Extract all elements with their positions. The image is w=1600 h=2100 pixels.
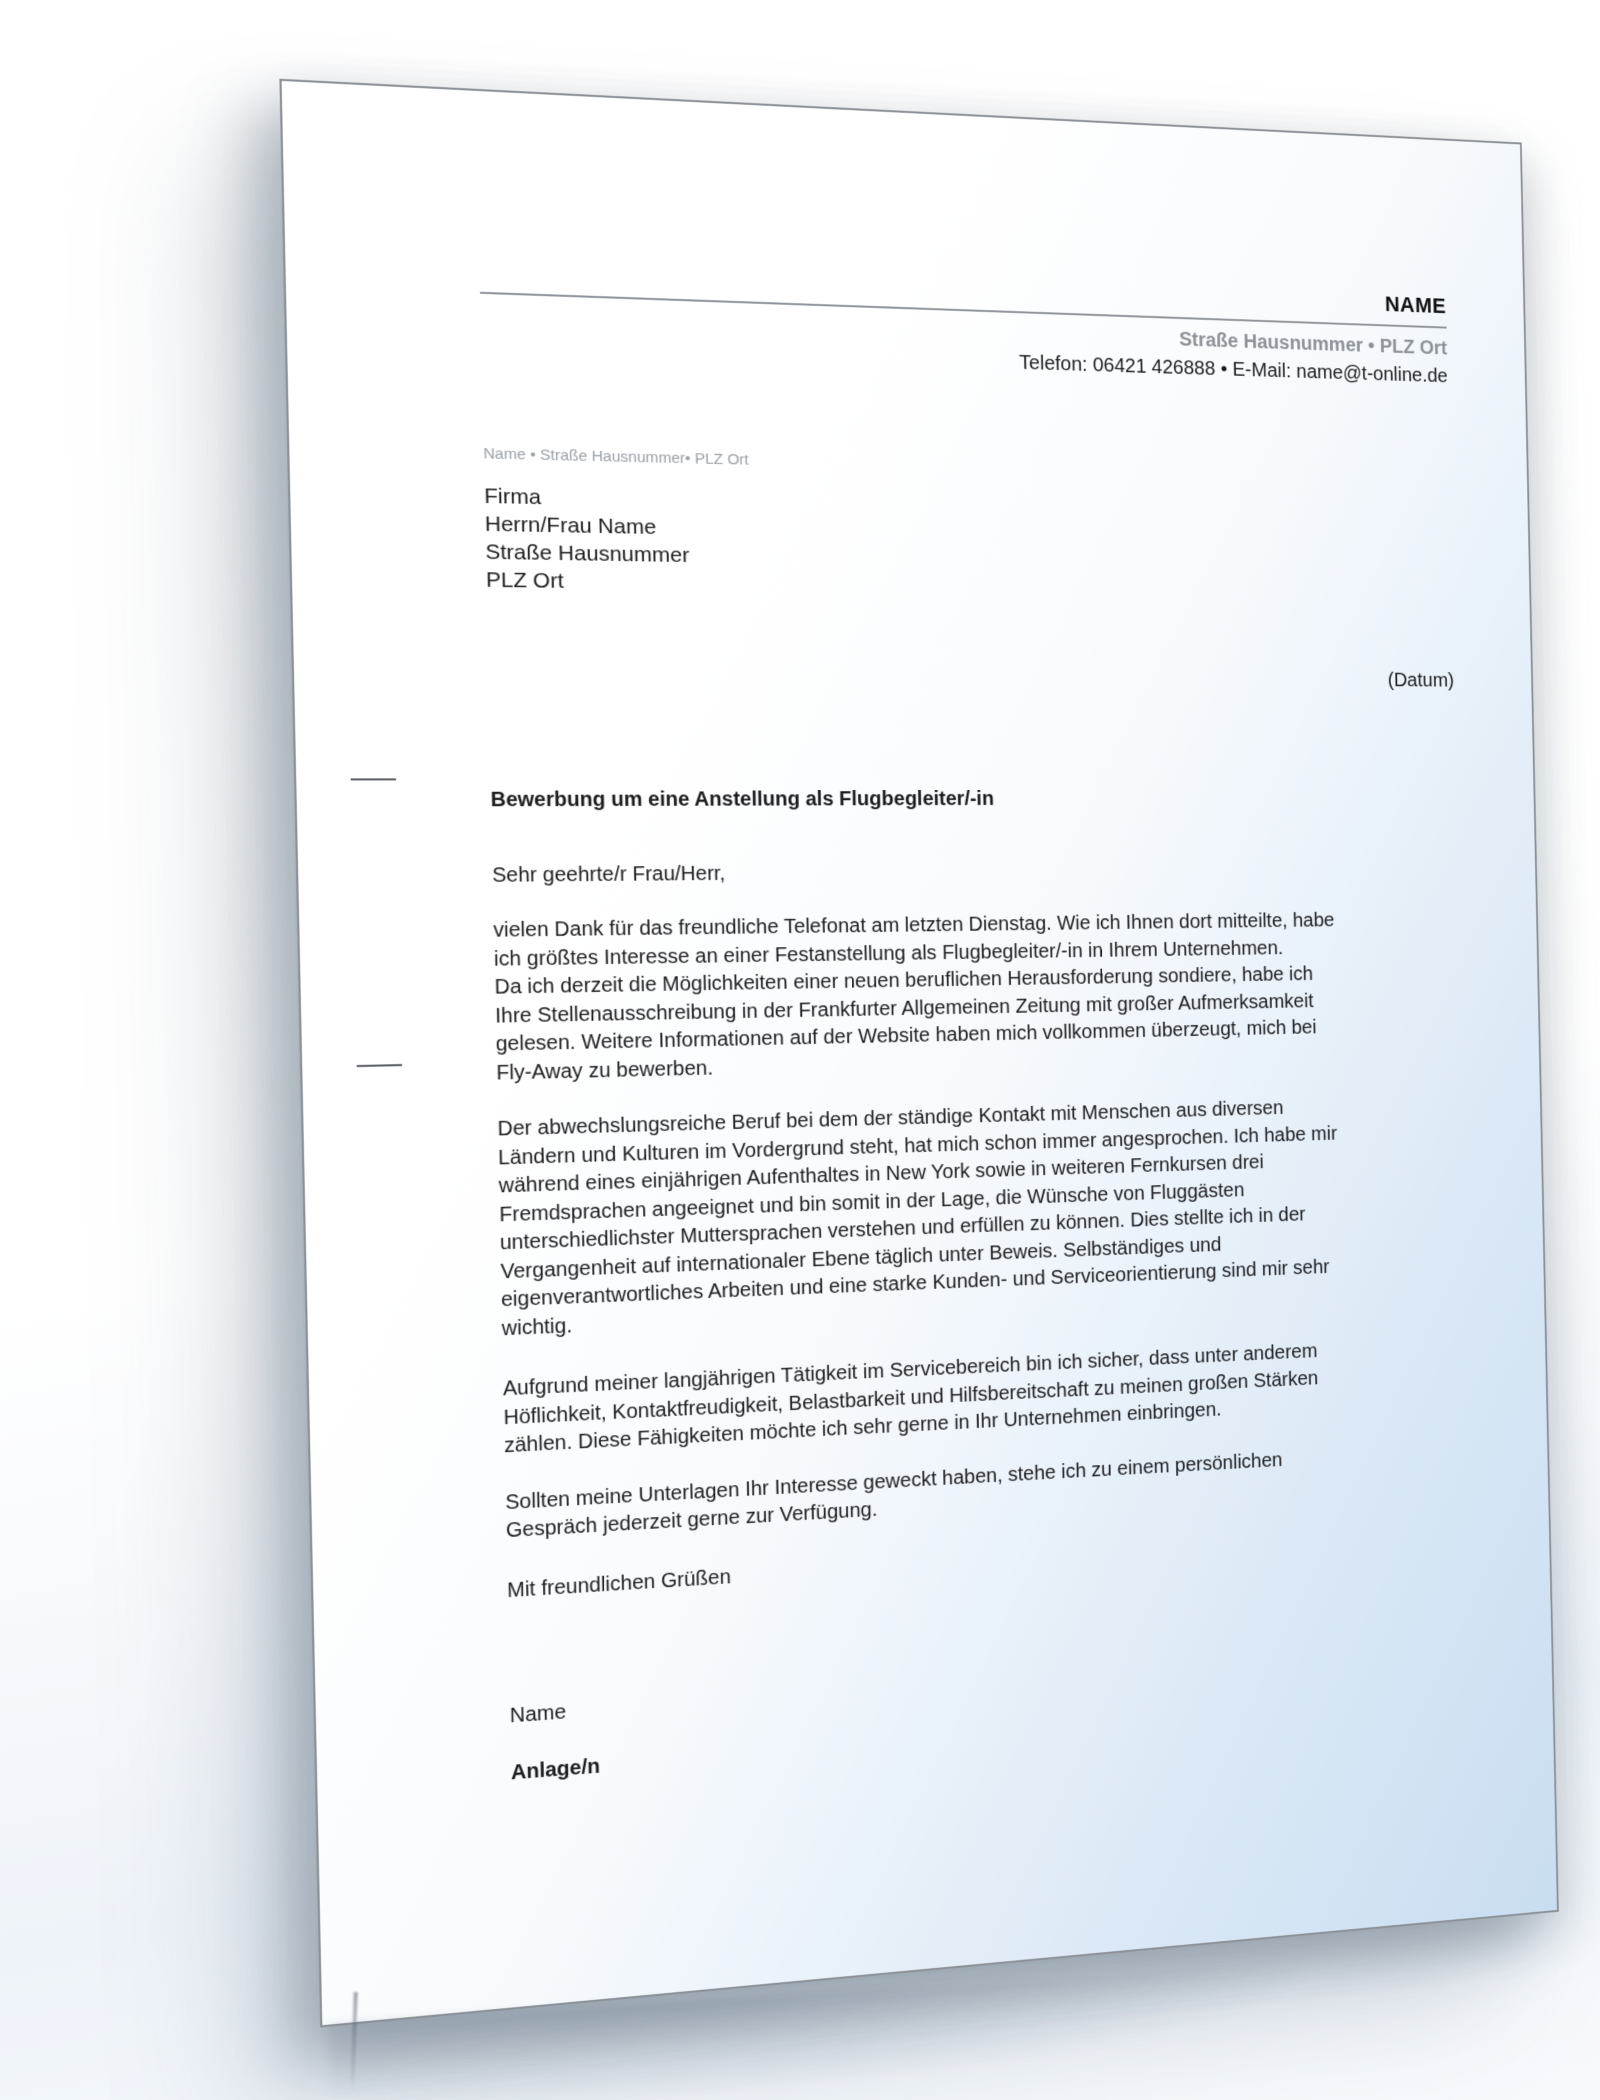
fold-mark-bottom xyxy=(357,1064,402,1067)
sender-contact: Telefon: 06421 426888 • E-Mail: name@t-online.de xyxy=(1019,351,1448,388)
salutation: Sehr geehrte/r Frau/Herr, xyxy=(491,862,726,887)
body-paragraph: Aufgrund meiner langjährigen Tätigkeit im Servicebereich bin ich sicher, dass unter anderem Höflichkeit, Kontaktfreudigkeit, Belastbarkeit und Hilfsbereitschaft zu meinen großen Stärken zählen. Diese Fähigkeiten möchte ich sehr gerne in Ihr Unternehmen einbringen. xyxy=(502,1340,1319,1458)
recipient-line: Herrn/Frau Name xyxy=(484,512,657,540)
recipient-line: Straße Hausnummer xyxy=(485,540,690,568)
signature-name: Name xyxy=(509,1700,567,1728)
letterhead xyxy=(479,254,1448,389)
body-paragraph: vielen Dank für das freundliche Telefonat am letzten Dienstag. Wie ich Ihnen dort mitteilte, habe ich größtes Interesse an einer Festanstellung als Flugbegleiter/-in in Ihrem Unternehmen. Da ich derzeit die Möglichkeiten einer neuen beruflichen Herausforderung sondiere, habe ich Ihre Stellenausschreibung in der Frankfurter Allgemeinen Zeitung mit großer Aufmerksamkeit gelesen. Weitere Informationen auf der Website haben mich vollkommen überzeugt, mich bei Fly-Away zu bewerben. xyxy=(493,909,1335,1085)
sender-name: NAME xyxy=(1384,291,1447,319)
sender-address: Straße Hausnummer • PLZ Ort xyxy=(1178,328,1448,360)
recipient-line: Firma xyxy=(484,484,542,510)
closing-formula: Mit freundlichen Grüßen xyxy=(506,1565,732,1602)
recipient-line: PLZ Ort xyxy=(485,568,564,594)
return-address-line: Name • Straße Hausnummer• PLZ Ort xyxy=(483,444,749,469)
subject-line: Bewerbung um eine Anstellung als Flugbegleiter/-in xyxy=(490,787,995,812)
enclosure-note: Anlage/n xyxy=(510,1754,601,1785)
recipient-block xyxy=(484,482,1453,607)
body-paragraph: Der abwechslungsreiche Beruf bei dem der ständige Kontakt mit Menschen aus diversen Ländern und Kulturen im Vordergrund steht, hat mich schon immer angesprochen. Ich habe mir während eines einjährigen Aufenthaltes in New York sowie in weiteren Fernkursen drei Fremdsprachen angeeignet und bin somit in der Lage, die Wünsche von Fluggästen unterschiedlichster Muttersprachen verstehen und erfüllen zu können. Dies stellte ich in der Vergangenheit auf internationaler Ebene täglich unter Beweis. Selbständiges und eigenverantwortliches Arbeiten und eine starke Kunden- und Serviceorientierung sind mir sehr wichtig. xyxy=(497,1097,1338,1340)
fold-mark-top xyxy=(351,778,396,780)
body-paragraph: Sollten meine Unterlagen Ihr Interesse geweckt haben, stehe ich zu einem persönlichen Gespräch jederzeit gerne zur Verfügung. xyxy=(505,1448,1283,1543)
date-placeholder: (Datum) xyxy=(1387,669,1455,692)
document-page xyxy=(279,79,1558,2028)
